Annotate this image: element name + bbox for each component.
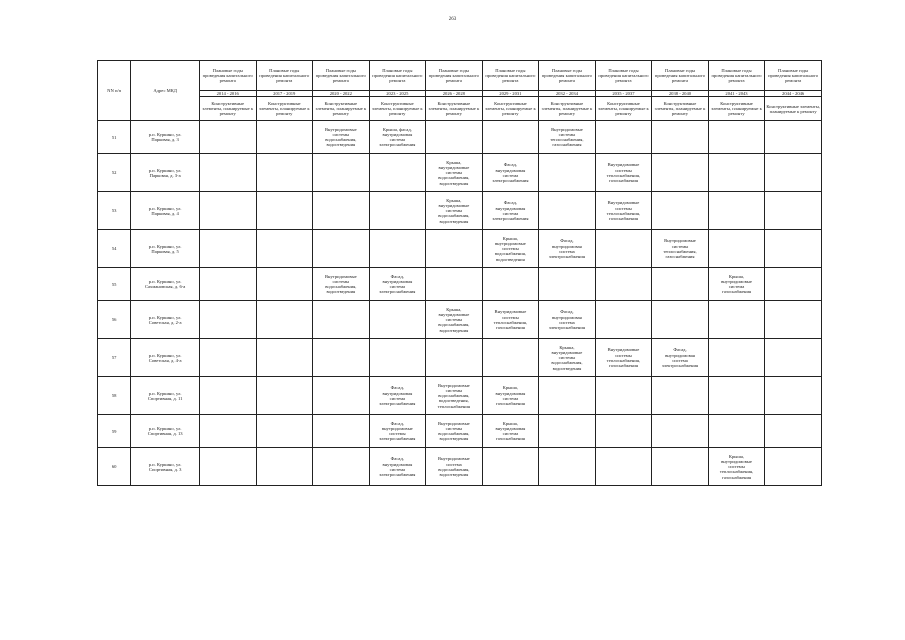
row-cell (595, 230, 652, 268)
table-row (98, 377, 822, 415)
header-elements-label: Конструктивные элементы, планируемые к ремонту (313, 97, 370, 121)
row-cell (652, 377, 709, 415)
header-year: 2041 - 2043 (708, 91, 765, 97)
header-elements-label: Конструктивные элементы, планируемые к ремонту (539, 97, 596, 121)
row-cell: Крыша, внутридомовые системы водоснабжения, водоотведения (426, 192, 483, 230)
row-cell (256, 415, 313, 448)
header-elements-label: Конструктивные элементы, планируемые к ремонту (256, 97, 313, 121)
row-address: р.п. Куркино, ул. Спортивная, д. 11 (131, 377, 200, 415)
row-cell (313, 230, 370, 268)
row-number: 53 (98, 192, 131, 230)
row-cell: Внутридомовые системы водоснабжения, водоотведения (313, 268, 370, 301)
page-number: 263 (448, 17, 457, 22)
header-year: 2038 - 2040 (652, 91, 709, 97)
row-cell: Фасад, внутридомовая система электроснабжения (482, 192, 539, 230)
header-period-label: Плановые годы проведения капитального ремонта (256, 61, 313, 91)
row-address: р.п. Куркино, ул. Парковая, д. 3 (131, 121, 200, 154)
row-cell (539, 268, 596, 301)
row-cell (256, 339, 313, 377)
row-cell (199, 192, 256, 230)
row-cell (708, 415, 765, 448)
row-cell (369, 230, 426, 268)
header-period-label: Плановые годы проведения капитального ремонта (313, 61, 370, 91)
table-row (98, 121, 822, 154)
header-year: 2032 - 2034 (539, 91, 596, 97)
row-number: 59 (98, 415, 131, 448)
row-cell: Внутридомовые системы водоснабжения, водоотведения (313, 121, 370, 154)
row-cell (539, 415, 596, 448)
table-row (98, 301, 822, 339)
header-year: 2017 - 2019 (256, 91, 313, 97)
table-row (98, 415, 822, 448)
row-cell (256, 301, 313, 339)
row-number: 60 (98, 448, 131, 486)
row-cell (765, 339, 822, 377)
row-cell (369, 154, 426, 192)
header-period-label: Плановые годы проведения капитального ремонта (426, 61, 483, 91)
row-address: р.п. Куркино, ул. Спортивная, д. 3 (131, 448, 200, 486)
header-elements-label: Конструктивные элементы, планируемые к ремонту (199, 97, 256, 121)
row-cell (313, 377, 370, 415)
row-number: 58 (98, 377, 131, 415)
row-cell (539, 448, 596, 486)
row-cell (199, 448, 256, 486)
row-cell (313, 448, 370, 486)
table-row (98, 192, 822, 230)
header-period-label: Плановые годы проведения капитального ремонта (369, 61, 426, 91)
row-number: 56 (98, 301, 131, 339)
row-cell (369, 192, 426, 230)
row-cell: Фасад, внутридомовая система электроснабжения (369, 448, 426, 486)
table-row (98, 448, 822, 486)
row-cell: Крыша, внутридомовые система газоснабжения (708, 268, 765, 301)
header-year: 2044 - 2046 (765, 91, 822, 97)
row-address: р.п. Куркино, ул. Парковая, д. 4 (131, 192, 200, 230)
row-address: р.п. Куркино, ул. Спортивная, д. 13 (131, 415, 200, 448)
row-cell (708, 339, 765, 377)
row-address: р.п. Куркино, ул. Советская, д. 2-а (131, 301, 200, 339)
row-cell (765, 377, 822, 415)
row-cell (313, 192, 370, 230)
row-cell (482, 448, 539, 486)
row-cell (708, 192, 765, 230)
row-cell (652, 415, 709, 448)
row-cell: Внутридомовые системы водоснабжения, водоотведения, теплоснабжения (426, 377, 483, 415)
row-cell (199, 121, 256, 154)
row-cell: Фасад, внутридомовая система электроснабжения (539, 230, 596, 268)
header-period-label: Плановые годы проведения капитального ремонта (199, 61, 256, 91)
row-cell: Фасад, внутридомовая система электроснабжения (539, 301, 596, 339)
row-cell (765, 301, 822, 339)
row-cell: Крыша, внутридомовые системы водоснабжения, водоотведения (426, 154, 483, 192)
row-cell (199, 301, 256, 339)
row-cell: Внутридомовые системы водоснабжения, водоотведения (426, 415, 483, 448)
row-cell (539, 377, 596, 415)
row-cell (765, 121, 822, 154)
row-address: р.п. Куркино, ул. Сахмановская, д. 6-а (131, 268, 200, 301)
row-cell (199, 268, 256, 301)
row-cell (256, 448, 313, 486)
row-cell (199, 377, 256, 415)
row-cell (708, 121, 765, 154)
row-cell (256, 154, 313, 192)
row-number: 52 (98, 154, 131, 192)
table-row (98, 268, 822, 301)
header-period-label: Плановые годы проведения капитального ремонта (482, 61, 539, 91)
row-cell (313, 154, 370, 192)
row-cell: Внутридомовые система водоснабжения, водоотведения (426, 448, 483, 486)
row-cell (595, 415, 652, 448)
row-cell (595, 448, 652, 486)
header-year: 2029 - 2031 (482, 91, 539, 97)
table-row (98, 230, 822, 268)
row-cell (426, 268, 483, 301)
row-cell (595, 301, 652, 339)
row-cell (426, 339, 483, 377)
row-address: р.п. Куркино, ул. Парковая, д. 3-а (131, 154, 200, 192)
row-cell (539, 192, 596, 230)
row-cell: Внутридомовые системы теплоснабжения, газоснабжения (652, 230, 709, 268)
row-cell (652, 301, 709, 339)
row-cell (765, 154, 822, 192)
header-elements-label: Конструктивные элементы, планируемые к ремонту (765, 97, 822, 121)
header-year: 2023 - 2025 (369, 91, 426, 97)
row-number: 51 (98, 121, 131, 154)
row-address: р.п. Куркино, ул. Парковая, д. 5 (131, 230, 200, 268)
header-elements-label: Конструктивные элементы, планируемые к ремонту (426, 97, 483, 121)
row-cell: Фасад, внутридомовая система электроснабжения (652, 339, 709, 377)
row-cell (765, 415, 822, 448)
header-year: 2014 - 2016 (199, 91, 256, 97)
row-cell: Внутридомовые системы теплоснабжения, газоснабжения (595, 154, 652, 192)
row-cell: Крыша, внутридомовые системы теплоснабжения, газоснабжения (708, 448, 765, 486)
row-cell (708, 154, 765, 192)
header-period-label: Плановые годы проведения капитального ремонта (539, 61, 596, 91)
row-cell (708, 230, 765, 268)
row-cell (256, 268, 313, 301)
row-cell (708, 377, 765, 415)
row-cell (426, 121, 483, 154)
row-cell: Фасад, внутридомовая система электроснабжения (369, 377, 426, 415)
row-cell (482, 268, 539, 301)
row-cell (595, 377, 652, 415)
row-cell: Внутридомовые системы теплоснабжения, газоснабжения (539, 121, 596, 154)
row-cell (482, 339, 539, 377)
row-cell (369, 339, 426, 377)
header-elements-label: Конструктивные элементы, планируемые к ремонту (482, 97, 539, 121)
header-period-label: Плановые годы проведения капитального ремонта (765, 61, 822, 91)
row-cell (765, 230, 822, 268)
header-year: 2026 - 2028 (426, 91, 483, 97)
row-number: 55 (98, 268, 131, 301)
row-cell: Крыша, внутридомовая система газоснабжения (482, 415, 539, 448)
row-cell (765, 268, 822, 301)
row-cell (708, 301, 765, 339)
row-cell (256, 192, 313, 230)
header-elements-label: Конструктивные элементы, планируемые к ремонту (595, 97, 652, 121)
row-cell (369, 301, 426, 339)
row-cell (652, 448, 709, 486)
row-cell (313, 415, 370, 448)
header-elements-label: Конструктивные элементы, планируемые к ремонту (652, 97, 709, 121)
row-cell (595, 121, 652, 154)
row-cell (539, 154, 596, 192)
row-cell (595, 268, 652, 301)
row-cell: Крыша, внутридомовые системы водоснабжения, водоотведения (539, 339, 596, 377)
row-cell (652, 154, 709, 192)
row-cell (313, 339, 370, 377)
row-cell (426, 230, 483, 268)
row-cell (765, 448, 822, 486)
repair-schedule-table (97, 60, 822, 486)
header-year: 2020 - 2022 (313, 91, 370, 97)
row-cell (256, 377, 313, 415)
header-period-label: Плановые годы проведения капитального ремонта (652, 61, 709, 91)
row-number: 54 (98, 230, 131, 268)
row-cell (256, 121, 313, 154)
row-cell (765, 192, 822, 230)
row-cell (199, 154, 256, 192)
header-period-label: Плановые годы проведения капитального ремонта (708, 61, 765, 91)
table-row (98, 154, 822, 192)
row-cell: Внутридомовые системы теплоснабжения, газоснабжения (482, 301, 539, 339)
header-year: 2035 - 2037 (595, 91, 652, 97)
row-cell (256, 230, 313, 268)
row-cell: Фасад, внутридомовая система электроснабжения (482, 154, 539, 192)
header-num: NN п/п (98, 61, 131, 121)
row-cell: Крыша, внутридомовые системы водоснабжения, водоотведения (426, 301, 483, 339)
row-cell: Внутридомовые системы теплоснабжения, газоснабжения (595, 192, 652, 230)
row-cell (199, 230, 256, 268)
row-cell (199, 339, 256, 377)
header-elements-label: Конструктивные элементы, планируемые к ремонту (708, 97, 765, 121)
row-cell: Крыша, внутридомовые системы водоснабжения, водоотведения (482, 230, 539, 268)
header-elements-label: Конструктивные элементы, планируемые к ремонту (369, 97, 426, 121)
row-cell: Крыша, внутридомовая система газоснабжения (482, 377, 539, 415)
header-address: Адрес МКД (131, 61, 200, 121)
row-cell (482, 121, 539, 154)
row-cell: Внутридомовые системы теплоснабжения, газоснабжения (595, 339, 652, 377)
row-cell: Фасад, внутридомовые системы электроснабжения (369, 415, 426, 448)
row-cell (199, 415, 256, 448)
header-period-label: Плановые годы проведения капитального ремонта (595, 61, 652, 91)
row-cell (313, 301, 370, 339)
row-cell (652, 268, 709, 301)
row-cell (652, 192, 709, 230)
row-cell: Фасад, внутридомовая система электроснабжения (369, 268, 426, 301)
row-address: р.п. Куркино, ул. Советская, д. 4-а (131, 339, 200, 377)
row-number: 57 (98, 339, 131, 377)
row-cell (652, 121, 709, 154)
table-row (98, 339, 822, 377)
row-cell: Крыша, фасад, внутридомовая система электроснабжения (369, 121, 426, 154)
